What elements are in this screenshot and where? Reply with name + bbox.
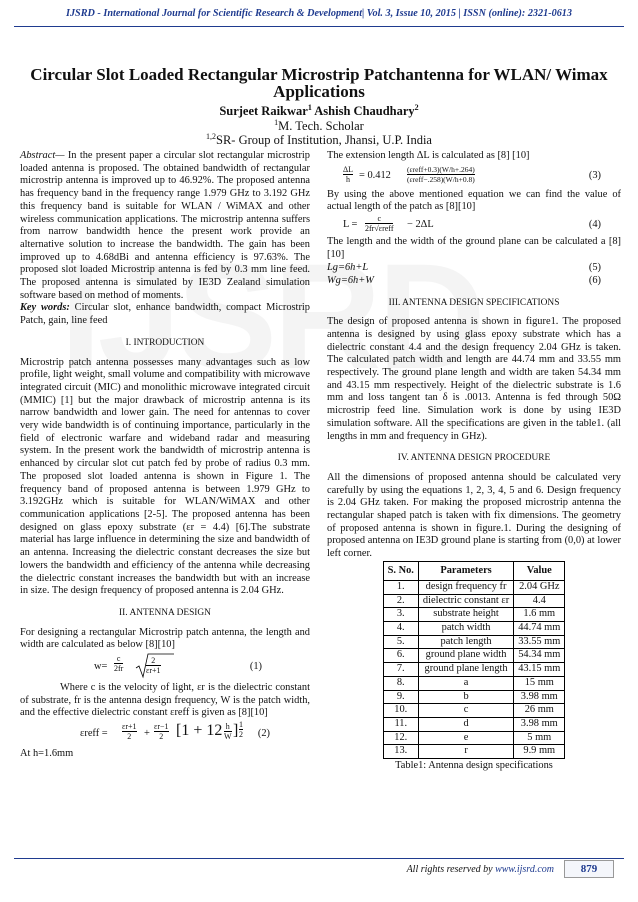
table-row: 1. design frequency fr 2.04 GHz: [383, 580, 565, 594]
right-paragraph-2: By using the above mentioned equation we can find the value of actual length of the patch as [8][10]: [327, 188, 621, 213]
affiliation-1: $^1$M. Tech. Scholar: [274, 117, 364, 133]
equation-3: $\frac{\Delta L}{h}$ = 0.412 (εreff+0.3)(W/h+.264) (εreff−.258)(W/h+0.8) (3): [343, 164, 601, 184]
table-row: 6. ground plane width 54.34 mm: [383, 649, 565, 663]
procedure-paragraph: All the dimensions of proposed antenna should be calculated very carefully by using the equations 1, 2, 3, 4, 5 and 6. Design frequency is 2.04 GHz taken. For making the proposed microstrip antenna the rectangular shaped patch is taken with fix dimensions. The geometry of proposed antenna is shown in figure.1. During the designing of proposed antenna on IE3D ground plane is starting from (0,0) at lower left corner.: [327, 471, 621, 560]
table-header: Parameters: [418, 561, 513, 580]
table-row: 13. r 9.9 mm: [383, 745, 565, 759]
equation-4: L = c 2fr√εreff − 2ΔL (4): [343, 214, 601, 234]
footer-rule: [14, 858, 624, 859]
section-heading-introduction: I. INTRODUCTION: [125, 337, 205, 348]
table-caption: Table1: Antenna design specifications: [395, 760, 553, 772]
table-row: 11. d 3.98 mm: [383, 717, 565, 731]
table-row: 9. b 3.98 mm: [383, 690, 565, 704]
design-paragraph-2: Where c is the velocity of light, εr is the dielectric constant of substrate, fr is the antenna design frequency, W is the patch width, and the effective dielectric constant εreff is given as [8][10]: [20, 682, 310, 719]
table-row: 5. patch length 33.55 mm: [383, 635, 565, 649]
equation-6: Wg=6h+W (6): [327, 274, 601, 286]
table-row: 2. dielectric constant εr 4.4: [383, 594, 565, 608]
section-heading-specifications: III. ANTENNA DESIGN SPECIFICATIONS: [388, 297, 560, 308]
right-column: [327, 150, 621, 773]
affiliation-2: $^{1,2}$SR- Group of Institution, Jhansi, U.P. India: [206, 131, 432, 147]
equation-2: εreff = $\frac{\varepsilon r+1}{2}$ + $\frac{\varepsilon r-1}{2}$ [1 + 12 $\frac{h}{W}$ ] $\frac{1}{2}$ (2): [80, 720, 270, 742]
right-paragraph-1: The extension length ΔL is calculated as [8] [10]: [327, 150, 530, 161]
right-paragraph-3: The length and the width of the ground plane can be calculated a [8][10]: [327, 236, 621, 260]
journal-link[interactable]: www.ijsrd.com: [495, 864, 554, 875]
table-row: 8. a 15 mm: [383, 676, 565, 690]
left-column: [20, 150, 310, 761]
table-row: 7. ground plane length 43.15 mm: [383, 663, 565, 677]
table-row: 12. e 5 mm: [383, 731, 565, 745]
spec-table: [383, 561, 566, 759]
authors: Surjeet Raikwar$^1$ Ashish Chaudhary$^2$: [219, 102, 419, 118]
paper-title: Circular Slot Loaded Rectangular Microstrip Patchantenna for WLAN/ Wimax Applications: [30, 65, 608, 101]
page-number: 879: [564, 860, 614, 878]
equation-5: Lg=6h+L (5): [327, 261, 601, 273]
keywords: Key words: Circular slot, enhance bandwidth, compact Microstrip Patch, gain, line feed: [20, 302, 310, 327]
footer-text: All rights reserved by www.ijsrd.com: [406, 864, 554, 875]
section-heading-procedure: IV. ANTENNA DESIGN PROCEDURE: [397, 453, 551, 464]
equation-1: w= $\frac{c}{2fr}$ $\frac{2}{\varepsilon r+1}$ (1): [20, 652, 310, 682]
intro-paragraph: Microstrip patch antenna possesses many advantages such as low profile, light weight, small volume and compatibility with microwave integrated circuit (MIC) and monolithic microwave integrated circuit (MMIC) [1] but the major drawback of microstrip antenna is its narrow bandwidth and lower gain. The need for antennas to cover very wide bandwidth is of continuing importance, particularly in the field of electronic warfare and wideband radar and measuring system. In the present work the bandwidth of microstrip antenna is enhanced by circular slot cut patch fed by probe of radius 0.3 mm. The proposed slot loaded antenna is shown in Figure 1. The frequency band of proposed antenna is between 1.979 GHz to 3.192GHz which is suitable for WLAN/WiMAX and other communication applications [2-5]. The proposed antenna has been designed on glass epoxy substrate (εr = 4.4) [6].The substrate material has large influence in determining the size and bandwidth of an antenna. Increasing the dielectric constant decreases the size but lowers the bandwidth and efficiency of the antenna while decreasing the dielectric constant increases the bandwidth but with an increase in size. The design frequency of proposed antenna is 2.04 GHz.: [20, 356, 310, 597]
table-row: 3. substrate height 1.6 mm: [383, 608, 565, 622]
table-header: Value: [514, 561, 565, 580]
section-heading-antenna-design: II. ANTENNA DESIGN: [119, 607, 211, 618]
table-row: 4. patch width 44.74 mm: [383, 621, 565, 635]
abstract: Abstract— In the present paper a circular slot rectangular microstrip loaded antenna is proposed. The obtained bandwidth of rectangular microstrip antenna is improved up to 46.92%. The proposed antenna has frequency band in the frequency range 1.979 GHz to 3.192 GHz this frequency band is suitable for WLAN / WiMAX and other wireless communication applications. The microstrip antenna suffers from narrow bandwidth hence the present work provide an alternative solution to increase the bandwidth. The gain has been improved up to 4.68dBi and antenna efficiency is 97.63%. The proposed slot loaded Microstrip antenna is fed by 0.3 mm line feed. The proposed antenna is simulated by IE3D Zealand simulation software based on method of moments.: [20, 150, 310, 301]
table-row: 10. c 26 mm: [383, 704, 565, 718]
table-header: S. No.: [383, 561, 418, 580]
spec-paragraph: The design of proposed antenna is shown in figure1. The proposed antenna is designed by using glass epoxy substrate which has a dielectric constant 4.4 and the design frequency 2.04 GHz is taken. The calculated patch width and length are 44.74 mm and 33.55 mm respectively. The ground plane length and width are taken 54.34 mm and 43.15 mm respectively. Height of the dielectric substrate is 1.6 mm and loss tangent tan δ is .0013. Antenna is fed through 50Ω microstrip feed line. Simulation work is done by using IE3D simulation software. All the specifications are given in the table1. (all lengths in mm and frequency in GHz).: [327, 316, 621, 442]
journal-header: IJSRD - International Journal for Scientific Research & Development| Vol. 3, Issue 10, 2015 | ISSN (online): 2321-0613: [14, 8, 624, 27]
design-paragraph-1: For designing a rectangular Microstrip patch antenna, the length and width are calculated as below [8][10]: [20, 626, 310, 651]
at-h-note: At h=1.6mm: [20, 748, 74, 760]
